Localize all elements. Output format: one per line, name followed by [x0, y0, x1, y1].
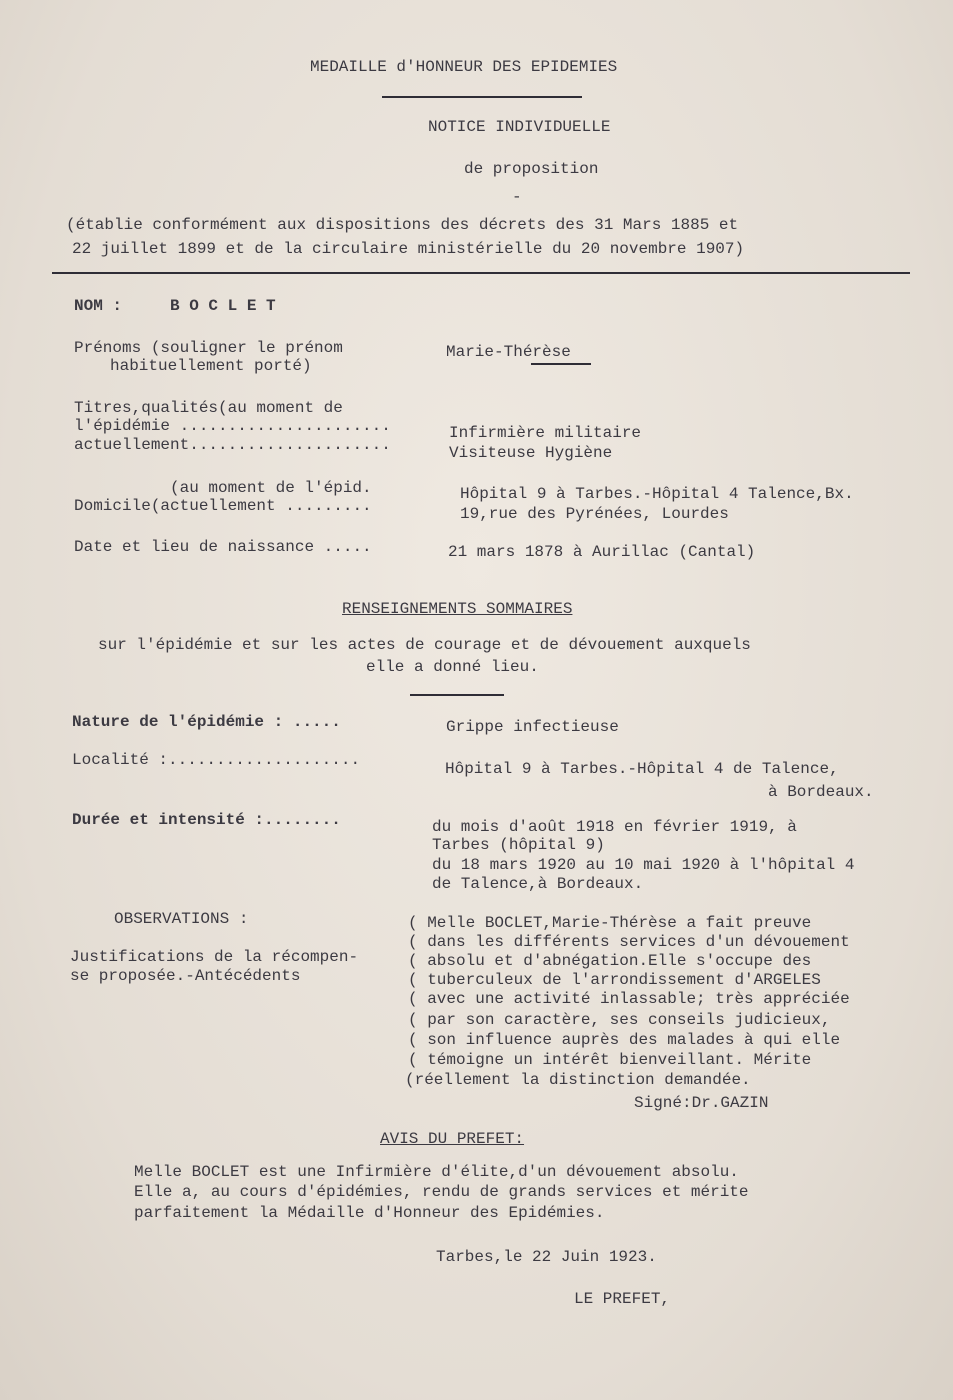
prenoms-value: Marie-Thérèse	[446, 343, 571, 361]
nature-value: Grippe infectieuse	[446, 718, 619, 736]
observation-line: ( dans les différents services d'un dévouement	[408, 933, 850, 951]
domicile-label-2: Domicile(actuellement .........	[74, 497, 372, 515]
renseignements-heading: RENSEIGNEMENTS SOMMAIRES	[342, 600, 573, 618]
duree-value-3: du 18 mars 1920 au 10 mai 1920 à l'hôpital 4	[432, 856, 855, 874]
justifications-label-2: se proposée.-Antécédents	[70, 967, 301, 985]
titres-label-3: actuellement.....................	[74, 436, 391, 454]
nom-label: NOM :	[74, 297, 123, 315]
titres-value-2: Visiteuse Hygiène	[449, 444, 613, 462]
header-divider	[52, 272, 910, 274]
observation-line: ( tuberculeux de l'arrondissement d'ARGELES	[408, 971, 821, 989]
duree-value-1: du mois d'août 1918 en février 1919, à	[432, 818, 797, 836]
titres-value-1: Infirmière militaire	[449, 424, 642, 442]
notice-heading: NOTICE INDIVIDUELLE	[428, 118, 611, 136]
domicile-value-1: Hôpital 9 à Tarbes.-Hôpital 4 Talence,Bx.	[460, 485, 854, 503]
prenom-underline	[531, 363, 591, 365]
prenoms-label-1: Prénoms (souligner le prénom	[74, 339, 343, 357]
localite-value-1: Hôpital 9 à Tarbes.-Hôpital 4 de Talence,	[445, 760, 839, 778]
duree-label: Durée et intensité :........	[72, 811, 341, 829]
titres-label-1: Titres,qualités(au moment de	[74, 399, 343, 417]
document-title: MEDAILLE d'HONNEUR DES EPIDEMIES	[310, 58, 618, 76]
renseignements-sub-1: sur l'épidémie et sur les actes de courage et de dévouement auxquels	[98, 636, 751, 654]
observation-line: ( par son caractère, ses conseils judicieux,	[408, 1011, 831, 1029]
naissance-value: 21 mars 1878 à Aurillac (Cantal)	[448, 543, 756, 561]
prenoms-label-2: habituellement porté)	[110, 357, 312, 375]
titres-label-2: l'épidémie ......................	[74, 417, 391, 435]
prefet-signature: LE PREFET,	[574, 1290, 671, 1308]
observation-line: ( son influence auprès des malades à qui elle	[408, 1031, 841, 1049]
observation-line: ( Melle BOCLET,Marie-Thérèse a fait preuve	[408, 914, 812, 932]
header-dash: -	[512, 188, 522, 206]
domicile-label-1: (au moment de l'épid.	[170, 479, 372, 497]
observation-line: ( témoigne un intérêt bienveillant. Mérite	[408, 1051, 812, 1069]
observation-line: ( absolu et d'abnégation.Elle s'occupe des	[408, 952, 812, 970]
title-underline	[382, 96, 582, 98]
renseignements-divider	[410, 694, 504, 696]
renseignements-sub-2: elle a donné lieu.	[366, 658, 539, 676]
prefet-opinion-line-2: Elle a, au cours d'épidémies, rendu de grands services et mérite	[134, 1183, 749, 1201]
observations-label: OBSERVATIONS :	[114, 910, 249, 928]
prefet-heading: AVIS DU PREFET:	[380, 1130, 525, 1148]
observation-line: (réellement la distinction demandée.	[405, 1071, 751, 1089]
justifications-label-1: Justifications de la récompen-	[70, 948, 359, 966]
notice-subtitle: de proposition	[464, 160, 599, 178]
domicile-value-2: 19,rue des Pyrénées, Lourdes	[460, 505, 729, 523]
duree-value-4: de Talence,à Bordeaux.	[432, 875, 644, 893]
duree-value-2: Tarbes (hôpital 9)	[432, 836, 605, 854]
legal-reference-line-2: 22 juillet 1899 et de la circulaire ministérielle du 20 novembre 1907)	[72, 240, 745, 258]
prefet-opinion-line-1: Melle BOCLET est une Infirmière d'élite,d'un dévouement absolu.	[134, 1163, 739, 1181]
prefet-opinion-line-3: parfaitement la Médaille d'Honneur des Epidémies.	[134, 1204, 605, 1222]
observation-line: ( avec une activité inlassable; très appréciée	[408, 990, 850, 1008]
naissance-label: Date et lieu de naissance .....	[74, 538, 372, 556]
legal-reference-line-1: (établie conformément aux dispositions des décrets des 31 Mars 1885 et	[66, 216, 739, 234]
localite-value-2: à Bordeaux.	[768, 783, 874, 801]
observations-signature: Signé:Dr.GAZIN	[634, 1094, 769, 1112]
localite-label: Localité :....................	[72, 751, 361, 769]
place-and-date: Tarbes,le 22 Juin 1923.	[436, 1248, 657, 1266]
nom-value: B O C L E T	[170, 297, 276, 315]
nature-label: Nature de l'épidémie : .....	[72, 713, 341, 731]
